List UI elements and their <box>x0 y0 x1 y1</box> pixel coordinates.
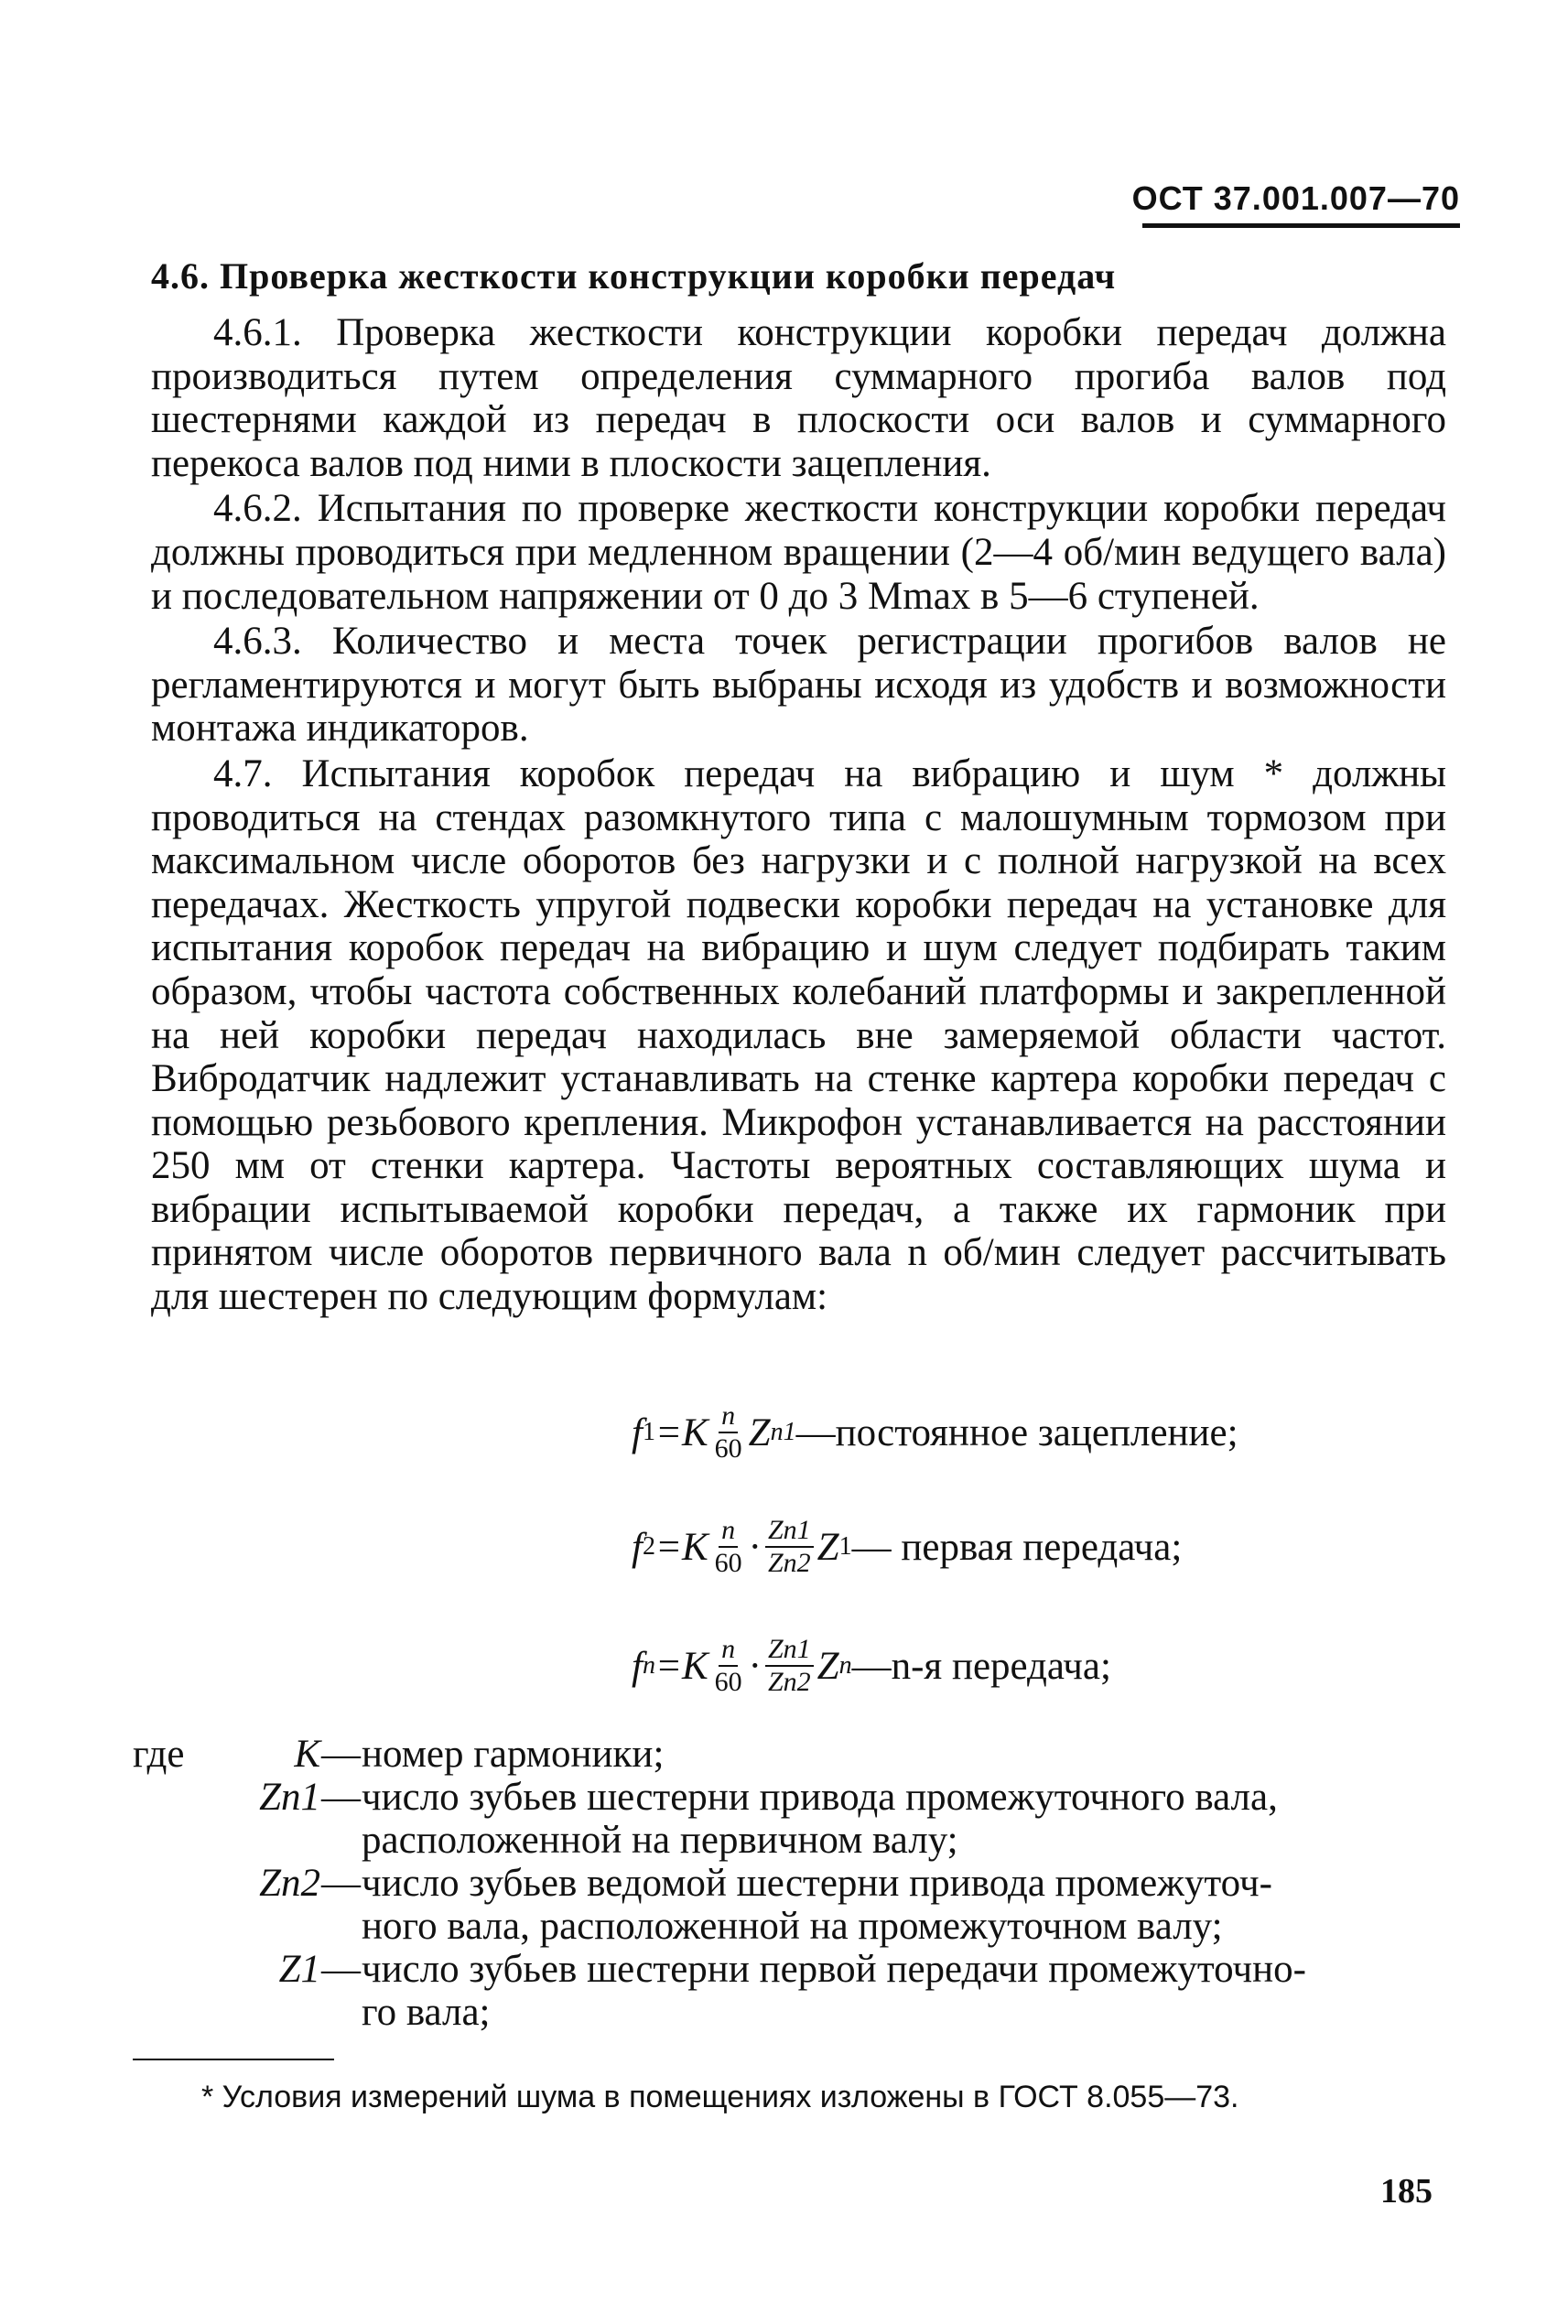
fraction-n-over-60: $\frac{n}{60}$ <box>714 1634 742 1697</box>
symbol-definitions <box>133 1733 1451 2034</box>
definition-k: где K — номер гармоники; <box>133 1733 665 1776</box>
paragraph-4-6-1: 4.6.1. Проверка жесткости конструкции коробки передач должна производиться путем определения суммарного прогиба валов под шестернями каждой из передач в плоскости оси валов и суммарного перекоса валов под ними в плоскости зацепления. <box>151 311 1446 485</box>
fraction-zn1-over-zn2: $\frac{Zn1}{Zn2}$ <box>765 1634 814 1698</box>
paragraph-4-6-3: 4.6.3. Количество и места точек регистрации прогибов валов не регламентируются и могут быть выбраны исходя из удобств и возможности монтажа индикаторов. <box>151 620 1446 751</box>
paragraph-4-6-2: 4.6.2. Испытания по проверке жесткости конструкции коробки передач должны проводиться при медленном вращении (2—4 об/мин ведущего вала) и последовательном напряжении от 0 до 3 Mmax в 5—6 ступеней. <box>151 487 1446 618</box>
header-rule <box>1142 223 1460 228</box>
formula-first-gear: f 2 =K $\frac{n}{60}$ · $\frac{Zn1}{Zn2}$ Z 1 — первая передача; <box>632 1515 1183 1578</box>
formula-constant-mesh: f 1 =K $\frac{n}{60}$ Z n1 —постоянное зацепление; <box>632 1400 1238 1464</box>
footnote-rule <box>133 2059 334 2060</box>
formula-lhs: f <box>632 1411 643 1454</box>
paragraph-4-7: 4.7. Испытания коробок передач на вибрацию и шум * должны проводиться на стендах разомкнутого типа с малошумным тормозом при максимальном числе оборотов без нагрузки и с полной нагрузкой на всех передачах. Жесткость упругой подвески коробки передач на установке для испытания коробок передач на вибрацию и шум следует подбирать таким образом, чтобы частота собственных колебаний платформы и закрепленной на ней коробки передач находилась вне замеряемой области частот. Вибродатчик надлежит устанавливать на стенке картера коробки передач с помощью резьбового крепления. Микрофон устанавливается на расстоянии 250 мм от стенки картера. Частоты вероятных составляющих шума и вибрации испытываемой коробки передач, а также их гармоник при принятом числе оборотов первичного вала n об/мин следует рассчитывать для шестерен по следующим формулам: <box>151 751 1446 1319</box>
definition-zn2-continued: ного вала, расположенной на промежуточном валу; <box>362 1905 1223 1948</box>
formula-description: — первая передача; <box>851 1525 1183 1569</box>
definition-zn1: Zn1 — число зубьев шестерни привода промежуточного вала, <box>259 1776 1278 1819</box>
definition-zn2: Zn2 — число зубьев ведомой шестерни привода промежуточ- <box>259 1862 1272 1905</box>
document-code: ОСТ 37.001.007—70 <box>1131 179 1460 217</box>
fraction-n-over-60: $\frac{n}{60}$ <box>714 1515 742 1578</box>
formula-description: —постоянное зацепление; <box>795 1411 1238 1454</box>
body-text <box>151 311 1446 1319</box>
definition-z1-continued: го вала; <box>362 1991 491 2034</box>
page-number: 185 <box>1380 2172 1433 2211</box>
definition-z1: Z1 — число зубьев шестерни первой передачи промежуточно- <box>278 1948 1306 1991</box>
fraction-n-over-60: $\frac{n}{60}$ <box>714 1400 742 1464</box>
fraction-zn1-over-zn2: $\frac{Zn1}{Zn2}$ <box>765 1515 814 1579</box>
definition-zn1-continued: расположенной на первичном валу; <box>362 1819 958 1862</box>
formula-description: —n-я передача; <box>851 1644 1111 1688</box>
formula-nth-gear: f n =K $\frac{n}{60}$ · $\frac{Zn1}{Zn2}$ Z n —n-я передача; <box>632 1634 1111 1697</box>
section-title: 4.6. Проверка жесткости конструкции коробки передач <box>151 255 1117 297</box>
footnote: * Условия измерений шума в помещениях изложены в ГОСТ 8.055—73. <box>201 2080 1239 2114</box>
